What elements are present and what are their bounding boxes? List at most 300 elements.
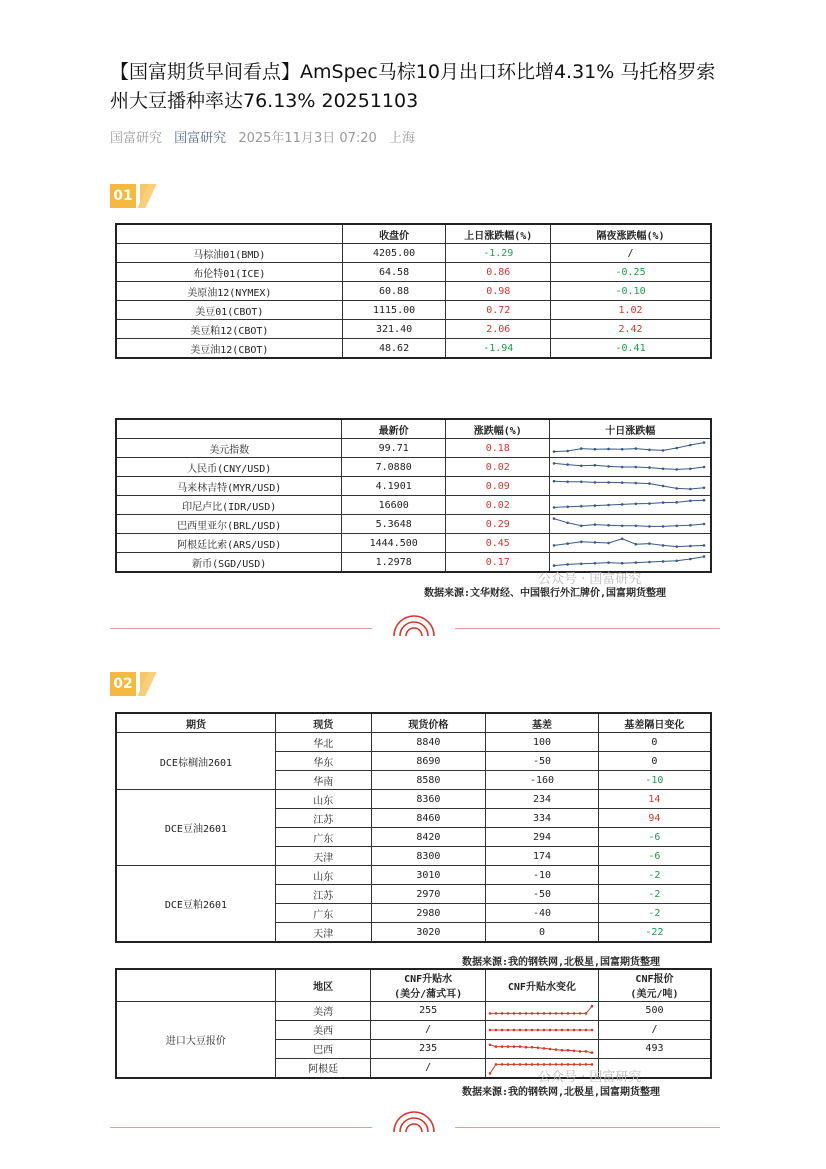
account-link[interactable]: 国富研究 (174, 131, 227, 146)
sparkline-point (649, 502, 652, 505)
table-header-row (116, 419, 711, 439)
publish-location: 上海 (388, 131, 415, 146)
ten-day-trend (550, 496, 711, 515)
header-cell: 最新价 (342, 419, 446, 439)
header-cell: 涨跌幅(%) (446, 419, 550, 439)
sparkline-point (662, 560, 665, 563)
sparkline-point (591, 1028, 594, 1031)
header-cell: CNF升贴水 (美分/蒲式耳) (371, 969, 486, 1001)
sparkline-point (501, 1045, 504, 1048)
header-cell: 收盘价 (342, 224, 446, 244)
sparkline-point (553, 462, 556, 465)
ten-day-trend (550, 439, 711, 458)
sparkline-point (690, 558, 693, 561)
sparkline-chart (550, 439, 708, 457)
close-price: 4205.00 (342, 244, 446, 263)
sparkline-point (608, 524, 611, 527)
sparkline-line (490, 1006, 592, 1013)
spot-region: 山东 (275, 866, 371, 885)
sparkline-point (649, 466, 652, 469)
header-cell: 基差隔日变化 (598, 713, 711, 733)
sparkline-point (561, 1028, 564, 1031)
sparkline-point (703, 487, 706, 490)
prev-change: 0.72 (446, 301, 551, 320)
cnf-quote: 493 (598, 1039, 711, 1058)
sparkline-point (580, 525, 583, 528)
ten-day-trend (550, 477, 711, 496)
cnf-premium: 255 (371, 1001, 486, 1020)
sparkline-chart (550, 458, 708, 476)
latest-price: 4.1901 (342, 477, 446, 496)
sparkline-point (561, 1063, 564, 1066)
cnf-quote: 500 (598, 1001, 711, 1020)
sparkline-point (531, 1063, 534, 1066)
sparkline-point (567, 1048, 570, 1051)
sparkline-point (635, 503, 638, 506)
sparkline-point (635, 543, 638, 546)
currency-name: 新币(SGD/USD) (116, 553, 342, 573)
night-change: -0.41 (551, 339, 711, 359)
sparkline-point (495, 1063, 498, 1066)
sparkline-point (635, 482, 638, 485)
header-cell (116, 224, 342, 244)
fx-table (115, 418, 712, 573)
table-row (116, 439, 711, 458)
spot-price: 2970 (371, 885, 486, 904)
sparkline-point (690, 444, 693, 447)
sparkline-point (489, 1072, 492, 1075)
spot-price: 8580 (371, 771, 486, 790)
sparkline-point (676, 560, 679, 563)
spot-price: 8840 (371, 733, 486, 752)
sparkline-point (662, 485, 665, 488)
region: 巴西 (275, 1039, 371, 1058)
night-change: -0.25 (551, 263, 711, 282)
sparkline-point (579, 1012, 582, 1015)
sparkline-point (519, 1012, 522, 1015)
sparkline-point (501, 1028, 504, 1031)
table-row (116, 515, 711, 534)
night-change: 1.02 (551, 301, 711, 320)
group-label: 进口大豆报价 (116, 1001, 275, 1078)
sparkline-point (489, 1028, 492, 1031)
header-cell (116, 419, 342, 439)
sparkline-point (594, 523, 597, 526)
sparkline-point (567, 542, 570, 545)
sparkline-point (519, 1028, 522, 1031)
sparkline-point (501, 1063, 504, 1066)
spot-region: 山东 (275, 790, 371, 809)
basis-table (115, 712, 712, 943)
sparkline-point (580, 465, 583, 468)
sparkline-point (703, 523, 706, 526)
sparkline-line (554, 500, 704, 507)
ten-day-trend (550, 534, 711, 553)
sparkline-point (495, 1045, 498, 1048)
currency-name: 印尼卢比(IDR/USD) (116, 496, 342, 515)
table-header-row (116, 713, 711, 733)
sparkline-point (513, 1012, 516, 1015)
basis-change: -6 (598, 847, 711, 866)
sparkline-point (561, 1048, 564, 1051)
night-change: 2.42 (551, 320, 711, 339)
sparkline-point (662, 468, 665, 471)
sparkline-chart (550, 534, 708, 552)
cnf-quote: / (598, 1020, 711, 1039)
sparkline-point (555, 1048, 558, 1051)
sparkline-line (554, 539, 704, 547)
spot-price: 8460 (371, 809, 486, 828)
latest-price: 5.3648 (342, 515, 446, 534)
sparkline-point (676, 545, 679, 548)
header-cell: 地区 (275, 969, 371, 1001)
sparkline-point (585, 1028, 588, 1031)
table-row (116, 320, 711, 339)
table-row (116, 733, 711, 752)
divider-right (455, 1127, 720, 1128)
sparkline-point (567, 522, 570, 525)
pct-change: 0.18 (446, 439, 550, 458)
sparkline-point (507, 1012, 510, 1015)
header-cell (116, 969, 275, 1001)
sparkline-point (555, 1028, 558, 1031)
pct-change: 0.09 (446, 477, 550, 496)
instrument-name: 布伦特01(ICE) (116, 263, 342, 282)
prev-change: 0.86 (446, 263, 551, 282)
cnf-trend (485, 1020, 598, 1039)
prev-change: 2.06 (446, 320, 551, 339)
basis-value: 0 (486, 923, 599, 943)
pct-change: 0.02 (446, 458, 550, 477)
sparkline-point (561, 1012, 564, 1015)
table-row (116, 244, 711, 263)
divider-left (110, 628, 372, 629)
header-cell: 期货 (116, 713, 275, 733)
basis-value: 100 (486, 733, 599, 752)
sparkline-point (537, 1046, 540, 1049)
sparkline-point (573, 1049, 576, 1052)
commodity-table (115, 223, 712, 359)
header-cell: 上日涨跌幅(%) (446, 224, 551, 244)
table-header-row (116, 224, 711, 244)
cnf-trend (485, 1039, 598, 1058)
sparkline-point (513, 1028, 516, 1031)
sparkline-point (525, 1012, 528, 1015)
sparkline-point (507, 1045, 510, 1048)
latest-price: 1.2978 (342, 553, 446, 573)
instrument-name: 美豆粕12(CBOT) (116, 320, 342, 339)
currency-name: 阿根廷比索(ARS/USD) (116, 534, 342, 553)
close-price: 60.88 (342, 282, 446, 301)
sparkline-line (554, 463, 704, 469)
latest-price: 7.0880 (342, 458, 446, 477)
sparkline-point (549, 1047, 552, 1050)
sparkline-point (594, 562, 597, 565)
basis-change: -22 (598, 923, 711, 943)
basis-change: 94 (598, 809, 711, 828)
sparkline-point (676, 501, 679, 504)
sparkline-point (608, 542, 611, 545)
sparkline-point (649, 449, 652, 452)
sparkline-chart (486, 1040, 596, 1058)
prev-change: 0.98 (446, 282, 551, 301)
sparkline-point (703, 544, 706, 547)
sparkline-point (585, 1063, 588, 1066)
sparkline-point (543, 1012, 546, 1015)
sparkline-point (553, 480, 556, 483)
sparkline-point (495, 1012, 498, 1015)
sparkline-point (621, 538, 624, 541)
instrument-name: 马棕油01(BMD) (116, 244, 342, 263)
sparkline-point (580, 481, 583, 484)
basis-value: -50 (486, 885, 599, 904)
sparkline-point (525, 1063, 528, 1066)
latest-price: 16600 (342, 496, 446, 515)
spot-region: 天津 (275, 923, 371, 943)
sparkline-point (567, 563, 570, 566)
spot-price: 3020 (371, 923, 486, 943)
sparkline-point (594, 481, 597, 484)
region: 美湾 (275, 1001, 371, 1020)
latest-price: 99.71 (342, 439, 446, 458)
sparkline-point (621, 525, 624, 528)
cnf-premium: / (371, 1058, 486, 1078)
night-change: / (551, 244, 711, 263)
night-change: -0.10 (551, 282, 711, 301)
sparkline-point (537, 1012, 540, 1015)
table-row (116, 496, 711, 515)
sparkline-point (507, 1028, 510, 1031)
basis-change: -2 (598, 885, 711, 904)
sparkline-point (649, 561, 652, 564)
table-row (116, 477, 711, 496)
sparkline-line (554, 519, 704, 527)
sparkline-point (553, 564, 556, 567)
sparkline-point (608, 465, 611, 468)
basis-value: -160 (486, 771, 599, 790)
basis-change: 0 (598, 752, 711, 771)
header-cell: CNF升贴水变化 (485, 969, 598, 1001)
sparkline-point (543, 1063, 546, 1066)
sparkline-point (531, 1045, 534, 1048)
sparkline-line (490, 1044, 592, 1052)
spot-price: 8420 (371, 828, 486, 847)
future-contract: DCE棕榈油2601 (116, 733, 275, 790)
ten-day-trend (550, 515, 711, 534)
sparkline-point (567, 463, 570, 466)
region: 美西 (275, 1020, 371, 1039)
sparkline-chart (486, 1002, 596, 1020)
sparkline-point (608, 448, 611, 451)
sparkline-point (662, 525, 665, 528)
basis-change: -2 (598, 866, 711, 885)
sparkline-point (690, 524, 693, 527)
sparkline-point (579, 1050, 582, 1053)
basis-change: 0 (598, 733, 711, 752)
ten-day-trend (550, 458, 711, 477)
basis-change: -10 (598, 771, 711, 790)
spot-region: 广东 (275, 904, 371, 923)
cloud-ornament-icon (389, 1108, 439, 1134)
sparkline-point (513, 1063, 516, 1066)
data-source-note: 数据来源:文华财经、中国银行外汇牌价,国富期货整理 (424, 588, 667, 599)
spot-region: 华南 (275, 771, 371, 790)
sparkline-point (621, 562, 624, 565)
spot-region: 江苏 (275, 885, 371, 904)
sparkline-point (676, 487, 679, 490)
currency-name: 巴西里亚尔(BRL/USD) (116, 515, 342, 534)
header-cell: 基差 (486, 713, 599, 733)
sparkline-point (580, 541, 583, 544)
sparkline-point (573, 1012, 576, 1015)
sparkline-point (567, 481, 570, 484)
close-price: 48.62 (342, 339, 446, 359)
sparkline-point (608, 481, 611, 484)
sparkline-point (690, 545, 693, 548)
table-header-row (116, 969, 711, 1001)
sparkline-point (635, 561, 638, 564)
close-price: 1115.00 (342, 301, 446, 320)
pct-change: 0.29 (446, 515, 550, 534)
sparkline-chart (550, 515, 708, 533)
spot-price: 8690 (371, 752, 486, 771)
sparkline-point (489, 1043, 492, 1046)
cnf-table (115, 968, 712, 1079)
section-badge-01: 01 (110, 184, 136, 208)
divider-left (110, 1127, 372, 1128)
spot-region: 江苏 (275, 809, 371, 828)
sparkline-point (555, 1012, 558, 1015)
sparkline-point (594, 448, 597, 451)
sparkline-point (549, 1012, 552, 1015)
sparkline-point (513, 1045, 516, 1048)
future-contract: DCE豆粕2601 (116, 866, 275, 943)
sparkline-point (579, 1028, 582, 1031)
sparkline-point (676, 525, 679, 528)
sparkline-chart (550, 496, 708, 514)
sparkline-point (594, 464, 597, 467)
sparkline-point (543, 1047, 546, 1050)
sparkline-point (531, 1028, 534, 1031)
close-price: 321.40 (342, 320, 446, 339)
sparkline-point (621, 466, 624, 469)
currency-name: 人民币(CNY/USD) (116, 458, 342, 477)
basis-value: -40 (486, 904, 599, 923)
sparkline-point (549, 1063, 552, 1066)
basis-value: -10 (486, 866, 599, 885)
header-cell: 现货价格 (371, 713, 486, 733)
sparkline-point (703, 499, 706, 502)
publish-date: 2025年11月3日 07:20 (238, 131, 377, 146)
sparkline-point (649, 525, 652, 528)
sparkline-point (621, 481, 624, 484)
sparkline-point (553, 517, 556, 520)
header-cell: 现货 (275, 713, 371, 733)
sparkline-point (649, 482, 652, 485)
currency-name: 马来林吉特(MYR/USD) (116, 477, 342, 496)
spot-region: 天津 (275, 847, 371, 866)
basis-value: -50 (486, 752, 599, 771)
sparkline-point (690, 488, 693, 491)
spot-region: 广东 (275, 828, 371, 847)
article-meta (110, 127, 423, 146)
sparkline-point (553, 506, 556, 509)
section-badge-02: 02 (110, 672, 136, 696)
cnf-premium: 235 (371, 1039, 486, 1058)
instrument-name: 美豆油12(CBOT) (116, 339, 342, 359)
sparkline-line (554, 443, 704, 452)
sparkline-point (635, 447, 638, 450)
sparkline-point (591, 1051, 594, 1054)
sparkline-point (543, 1028, 546, 1031)
table-row (116, 790, 711, 809)
pct-change: 0.45 (446, 534, 550, 553)
sparkline-chart (486, 1021, 596, 1039)
sparkline-point (585, 1012, 588, 1015)
sparkline-point (591, 1004, 594, 1007)
sparkline-point (703, 466, 706, 469)
sparkline-point (580, 505, 583, 508)
spot-price: 8360 (371, 790, 486, 809)
instrument-name: 美原油12(NYMEX) (116, 282, 342, 301)
header-cell: CNF报价 (美元/吨) (598, 969, 711, 1001)
sparkline-point (553, 544, 556, 547)
sparkline-point (555, 1063, 558, 1066)
basis-value: 234 (486, 790, 599, 809)
sparkline-point (489, 1012, 492, 1015)
sparkline-point (608, 504, 611, 507)
sparkline-line (554, 557, 704, 566)
data-source-note: 数据来源:我的钢铁网,北极星,国富期货整理 (462, 1087, 661, 1098)
sparkline-chart (550, 477, 708, 495)
sparkline-point (621, 503, 624, 506)
table-row (116, 1001, 711, 1020)
sparkline-point (662, 544, 665, 547)
pct-change: 0.02 (446, 496, 550, 515)
basis-value: 294 (486, 828, 599, 847)
table-row (116, 866, 711, 885)
instrument-name: 美豆01(CBOT) (116, 301, 342, 320)
sparkline-point (525, 1028, 528, 1031)
table-row (116, 282, 711, 301)
sparkline-point (501, 1012, 504, 1015)
spot-price: 3010 (371, 866, 486, 885)
sparkline-point (690, 500, 693, 503)
sparkline-point (676, 468, 679, 471)
sparkline-point (537, 1063, 540, 1066)
sparkline-point (567, 1028, 570, 1031)
table-row (116, 458, 711, 477)
cnf-trend (485, 1001, 598, 1020)
table-row (116, 534, 711, 553)
prev-change: -1.94 (446, 339, 551, 359)
table-row (116, 263, 711, 282)
article-title: 【国富期货早间看点】AmSpec马棕10月出口环比增4.31% 马托格罗索州大豆播种率达76.13% 20251103 (110, 61, 716, 112)
sparkline-point (594, 504, 597, 507)
sparkline-point (567, 1012, 570, 1015)
sparkline-point (507, 1063, 510, 1066)
sparkline-point (608, 561, 611, 564)
sparkline-point (573, 1063, 576, 1066)
sparkline-point (635, 466, 638, 469)
sparkline-point (553, 450, 556, 453)
spot-region: 华北 (275, 733, 371, 752)
basis-value: 174 (486, 847, 599, 866)
divider-right (455, 628, 720, 629)
basis-change: -6 (598, 828, 711, 847)
cnf-premium: / (371, 1020, 486, 1039)
sparkline-point (580, 563, 583, 566)
